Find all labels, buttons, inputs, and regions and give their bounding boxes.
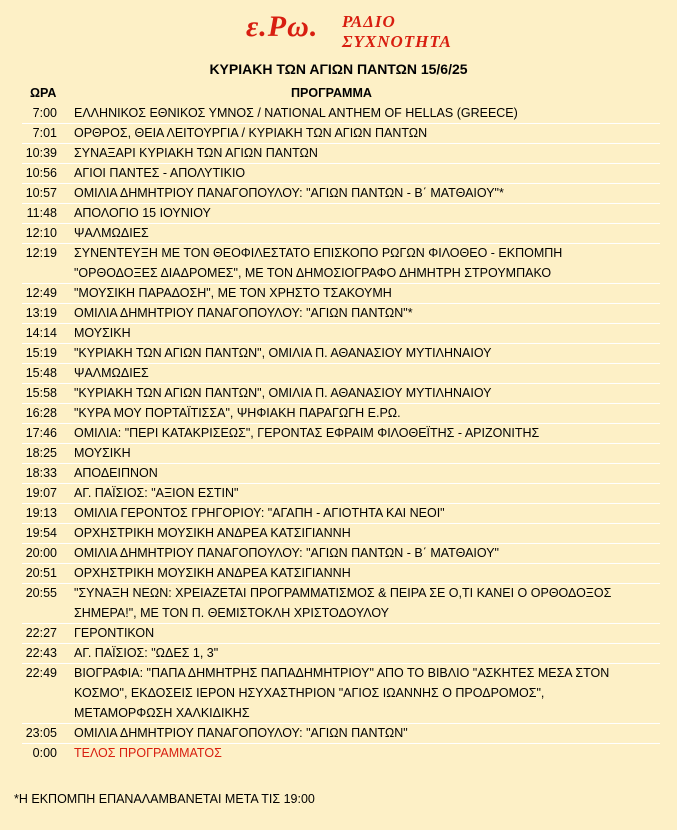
- row-time: 23:05: [25, 726, 57, 740]
- row-program: [74, 743, 664, 763]
- row-program-line: ΤΕΛΟΣ ΠΡΟΓΡΑΜΜΑΤΟΣ: [74, 746, 222, 760]
- row-program: [74, 483, 664, 503]
- row-time: 12:19: [25, 246, 57, 260]
- row-program-line: ΣΥΝΑΞΑΡΙ ΚΥΡΙΑΚΗ ΤΩΝ ΑΓΙΩΝ ΠΑΝΤΩΝ: [74, 146, 318, 160]
- row-time: 10:56: [25, 166, 57, 180]
- row-program: [74, 563, 664, 583]
- header-time: ΩΡΑ: [30, 86, 57, 100]
- row-program-line: ΑΠΟΛΟΓΙΟ 15 ΙΟΥΝΙΟΥ: [74, 206, 211, 220]
- row-time: 15:58: [25, 386, 57, 400]
- row-program-line: ΟΜΙΛΙΑ ΔΗΜΗΤΡΙΟΥ ΠΑΝΑΓΟΠΟΥΛΟΥ: "ΑΓΙΩΝ ΠΑΝΤΩΝ - Β΄ ΜΑΤΘΑΙΟΥ"*: [74, 186, 504, 200]
- row-program: [74, 383, 664, 403]
- row-program-line: ΑΠΟΔΕΙΠΝΟΝ: [74, 466, 158, 480]
- row-program-line: ΟΡΧΗΣΤΡΙΚΗ ΜΟΥΣΙΚΗ ΑΝΔΡΕΑ ΚΑΤΣΙΓΙΑΝΝΗ: [74, 526, 351, 540]
- row-time: 13:19: [25, 306, 57, 320]
- row-time: 20:00: [25, 546, 57, 560]
- logo-sub-text: [342, 12, 452, 52]
- row-program: [74, 723, 664, 743]
- row-program-line: ΨΑΛΜΩΔΙΕΣ: [74, 366, 149, 380]
- row-program: [74, 123, 664, 143]
- row-program-line: ΓΕΡΟΝΤΙΚΟΝ: [74, 626, 155, 640]
- row-time: 11:48: [26, 206, 57, 220]
- row-time: 12:10: [25, 226, 57, 240]
- row-time: 14:14: [25, 326, 57, 340]
- row-time: 10:57: [25, 186, 57, 200]
- row-program-line: ΜΟΥΣΙΚΗ: [74, 326, 131, 340]
- row-program: [74, 163, 664, 183]
- row-program-line: "ΚΥΡΑ ΜΟΥ ΠΟΡΤΑΪΤΙΣΣΑ", ΨΗΦΙΑΚΗ ΠΑΡΑΓΩΓΗ Ε.ΡΩ.: [74, 406, 401, 420]
- row-time: 0:00: [32, 746, 57, 760]
- table-header: [0, 86, 677, 102]
- row-time: 22:43: [25, 646, 57, 660]
- row-time: 20:55: [25, 586, 57, 600]
- row-program: [74, 303, 664, 323]
- row-time: 18:33: [25, 466, 57, 480]
- row-program: [74, 443, 664, 463]
- row-program: [74, 103, 664, 123]
- row-program-line: "ΣΥΝΑΞΗ ΝΕΩΝ: ΧΡΕΙΑΖΕΤΑΙ ΠΡΟΓΡΑΜΜΑΤΙΣΜΟΣ & ΠΕΙΡΑ ΣΕ Ο,ΤΙ ΚΑΝΕΙ Ο ΟΡΘΟΔΟΞΟΣ: [74, 586, 612, 600]
- row-program: [74, 363, 664, 383]
- row-program-line: ΜΟΥΣΙΚΗ: [74, 446, 131, 460]
- row-program: [74, 403, 664, 423]
- page-title: ΚΥΡΙΑΚΗ ΤΩΝ ΑΓΙΩΝ ΠΑΝΤΩΝ 15/6/25: [209, 61, 468, 77]
- row-program-line: ΑΓ. ΠΑΪΣΙΟΣ: "ΑΞΙΟΝ ΕΣΤΙΝ": [74, 486, 239, 500]
- row-program-line: ΟΜΙΛΙΑ ΔΗΜΗΤΡΙΟΥ ΠΑΝΑΓΟΠΟΥΛΟΥ: "ΑΓΙΩΝ ΠΑΝΤΩΝ - Β΄ ΜΑΤΘΑΙΟΥ": [74, 546, 499, 560]
- row-time: 17:46: [25, 426, 57, 440]
- row-time: 19:13: [25, 506, 57, 520]
- row-time: 22:49: [25, 666, 57, 680]
- row-program: [74, 503, 664, 523]
- row-program-line: "ΟΡΘΟΔΟΞΕΣ ΔΙΑΔΡΟΜΕΣ", ΜΕ ΤΟΝ ΔΗΜΟΣΙΟΓΡΑΦΟ ΔΗΜΗΤΡΗ ΣΤΡΟΥΜΠΑΚΟ: [74, 266, 552, 280]
- row-program-line: ΜΕΤΑΜΟΡΦΩΣΗ ΧΑΛΚΙΔΙΚΗΣ: [74, 706, 250, 720]
- row-program-line: ΣΥΝΕΝΤΕΥΞΗ ΜΕ ΤΟΝ ΘΕΟΦΙΛΕΣΤΑΤΟ ΕΠΙΣΚΟΠΟ ΡΩΓΩΝ ΦΙΛΟΘΕΟ - ΕΚΠΟΜΠΗ: [74, 246, 563, 260]
- station-logo: [0, 8, 677, 58]
- row-time: 20:51: [25, 566, 57, 580]
- row-time: 7:01: [32, 126, 57, 140]
- row-program-line: ΟΜΙΛΙΑ ΓΕΡΟΝΤΟΣ ΓΡΗΓΟΡΙΟΥ: "ΑΓΑΠΗ - ΑΓΙΟΤΗΤΑ ΚΑΙ ΝΕΟΙ": [74, 506, 445, 520]
- row-program-line: ΣΗΜΕΡΑ!", ΜΕ ΤΟΝ Π. ΘΕΜΙΣΤΟΚΛΗ ΧΡΙΣΤΟΔΟΥΛΟΥ: [74, 606, 390, 620]
- header-program: ΠΡΟΓΡΑΜΜΑ: [291, 86, 372, 100]
- row-time: 22:27: [25, 626, 57, 640]
- row-program-line: ΟΜΙΛΙΑ ΔΗΜΗΤΡΙΟΥ ΠΑΝΑΓΟΠΟΥΛΟΥ: "ΑΓΙΩΝ ΠΑΝΤΩΝ"*: [74, 306, 413, 320]
- row-time: 15:19: [25, 346, 57, 360]
- row-program: [74, 143, 664, 163]
- row-time: 7:00: [32, 106, 57, 120]
- footnote: *Η ΕΚΠΟΜΠΗ ΕΠΑΝΑΛΑΜΒΑΝΕΤΑΙ ΜΕΤΑ ΤΙΣ 19:00: [14, 792, 315, 806]
- row-time: 19:07: [25, 486, 57, 500]
- row-program-line: ΑΓ. ΠΑΪΣΙΟΣ: "ΩΔΕΣ 1, 3": [74, 646, 219, 660]
- row-program-line: "ΜΟΥΣΙΚΗ ΠΑΡΑΔΟΣΗ", ΜΕ ΤΟΝ ΧΡΗΣΤΟ ΤΣΑΚΟΥΜΗ: [74, 286, 392, 300]
- logo-sub-line1: ΡΑΔΙΟ: [342, 12, 396, 31]
- row-program-line: ΟΡΘΡΟΣ, ΘΕΙΑ ΛΕΙΤΟΥΡΓΙΑ / ΚΥΡΙΑΚΗ ΤΩΝ ΑΓΙΩΝ ΠΑΝΤΩΝ: [74, 126, 428, 140]
- row-time: 10:39: [25, 146, 57, 160]
- row-time: 16:28: [25, 406, 57, 420]
- row-program: [74, 583, 664, 623]
- row-program-line: "ΚΥΡΙΑΚΗ ΤΩΝ ΑΓΙΩΝ ΠΑΝΤΩΝ", ΟΜΙΛΙΑ Π. ΑΘΑΝΑΣΙΟΥ ΜΥΤΙΛΗΝΑΙΟΥ: [74, 386, 492, 400]
- row-time: 19:54: [25, 526, 57, 540]
- row-program: [74, 223, 664, 243]
- row-program-line: "ΚΥΡΙΑΚΗ ΤΩΝ ΑΓΙΩΝ ΠΑΝΤΩΝ", ΟΜΙΛΙΑ Π. ΑΘΑΝΑΣΙΟΥ ΜΥΤΙΛΗΝΑΙΟΥ: [74, 346, 492, 360]
- row-program: [74, 323, 664, 343]
- row-program-line: ΑΓΙΟΙ ΠΑΝΤΕΣ - ΑΠΟΛΥΤΙΚΙΟ: [74, 166, 246, 180]
- row-program: [74, 463, 664, 483]
- row-program: [74, 523, 664, 543]
- row-program: [74, 343, 664, 363]
- row-program-line: ΟΜΙΛΙΑ ΔΗΜΗΤΡΙΟΥ ΠΑΝΑΓΟΠΟΥΛΟΥ: "ΑΓΙΩΝ ΠΑΝΤΩΝ": [74, 726, 408, 740]
- row-program-line: ΟΜΙΛΙΑ: "ΠΕΡΙ ΚΑΤΑΚΡΙΣΕΩΣ", ΓΕΡΟΝΤΑΣ ΕΦΡΑΙΜ ΦΙΛΟΘΕΪΤΗΣ - ΑΡΙΖΟΝΙΤΗΣ: [74, 426, 540, 440]
- row-program: [74, 283, 664, 303]
- row-program-line: ΕΛΛΗΝΙΚΟΣ ΕΘΝΙΚΟΣ ΥΜΝΟΣ / NATIONAL ANTHEM OF HELLAS (GREECE): [74, 106, 518, 120]
- row-program-line: ΨΑΛΜΩΔΙΕΣ: [74, 226, 149, 240]
- row-program: [74, 643, 664, 663]
- row-program: [74, 423, 664, 443]
- logo-sub-line2: ΣΥΧΝΟΤΗΤΑ: [342, 32, 452, 51]
- row-program-line: ΚΟΣΜΟ", ΕΚΔΟΣΕΙΣ ΙΕΡΟΝ ΗΣΥΧΑΣΤΗΡΙΟΝ "ΑΓΙΟΣ ΙΩΑΝΝΗΣ Ο ΠΡΟΔΡΟΜΟΣ",: [74, 686, 545, 700]
- row-program: [74, 663, 664, 723]
- row-program-line: ΟΡΧΗΣΤΡΙΚΗ ΜΟΥΣΙΚΗ ΑΝΔΡΕΑ ΚΑΤΣΙΓΙΑΝΝΗ: [74, 566, 351, 580]
- row-program: [74, 543, 664, 563]
- row-program: [74, 243, 664, 283]
- row-time: 18:25: [25, 446, 57, 460]
- row-program-line: ΒΙΟΓΡΑΦΙΑ: "ΠΑΠΑ ΔΗΜΗΤΡΗΣ ΠΑΠΑΔΗΜΗΤΡΙΟΥ" ΑΠΟ ΤΟ ΒΙΒΛΙΟ "ΑΣΚΗΤΕΣ ΜΕΣΑ ΣΤΟΝ: [74, 666, 610, 680]
- row-program: [74, 183, 664, 203]
- row-program: [74, 203, 664, 223]
- logo-main-text: ε.Ρω.: [246, 10, 319, 43]
- row-time: 15:48: [25, 366, 57, 380]
- row-time: 12:49: [25, 286, 57, 300]
- row-program: [74, 623, 664, 643]
